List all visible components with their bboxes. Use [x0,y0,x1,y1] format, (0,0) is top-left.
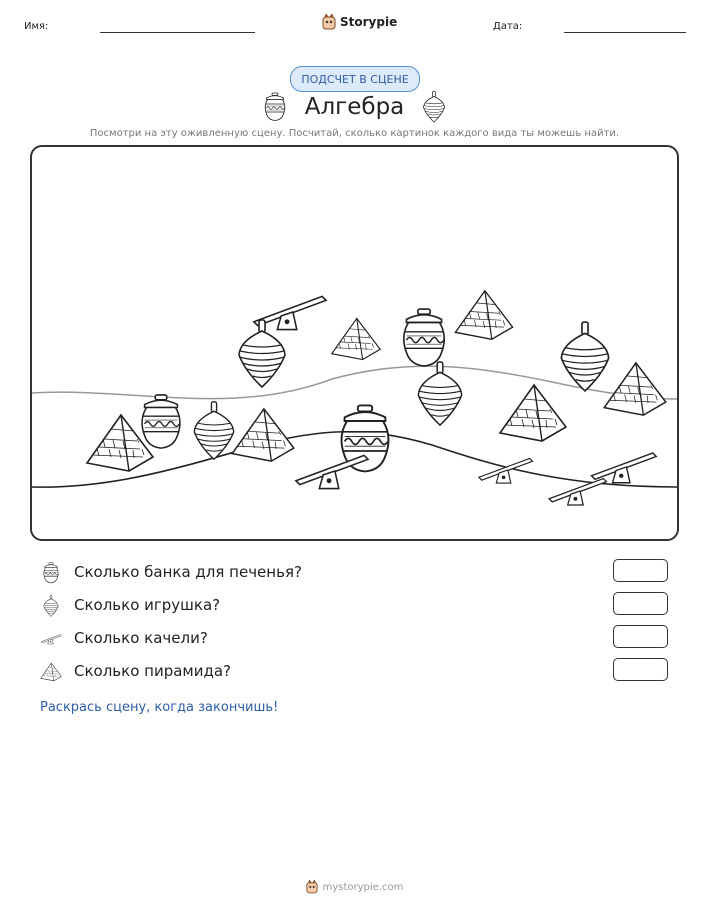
question-cookie-jars: Сколько банка для печенья? [74,563,302,581]
cookie-jar-icon [40,562,62,584]
question-toys: Сколько игрушка? [74,596,221,614]
spinning-top-icon [194,402,233,459]
date-label: Дата: [493,21,523,32]
footer-url[interactable]: mystorypie.com [322,881,404,893]
name-label: Имя: [24,21,49,32]
spinning-top-icon [561,322,608,391]
answer-box-toys[interactable] [613,592,668,615]
spinning-top-icon [421,91,447,123]
seesaw-icon [296,455,368,488]
question-seesaws: Сколько качели? [74,629,208,647]
page-title: Алгебра [304,94,405,120]
pyramid-icon [40,661,62,683]
cookie-jar-icon [142,395,180,448]
cookie-jar-icon [404,309,444,366]
worksheet-type-badge: ПОДСЧЕТ В СЦЕНЕ [290,66,420,92]
storypie-mascot-icon [322,14,336,30]
pyramid-icon [232,409,294,461]
pyramid-icon [500,385,566,441]
logo-text: Storypie [340,15,398,29]
answer-box-pyramids[interactable] [613,658,668,681]
storypie-logo [322,14,397,30]
page-subtitle: Посмотри на эту оживленную сцену. Посчитай, сколько картинок каждого вида ты можешь найти. [89,128,620,139]
question-pyramids: Сколько пирамида? [74,662,232,680]
pyramid-icon [604,363,666,415]
name-line[interactable] [100,32,255,33]
date-line[interactable] [564,32,686,33]
answer-box-seesaws[interactable] [613,625,668,648]
seesaw-icon [40,628,62,650]
spinning-top-icon [40,595,62,617]
spinning-top-icon [418,362,461,425]
storypie-mascot-icon [306,880,318,894]
seesaw-icon [592,453,657,483]
pyramid-icon [332,318,380,359]
footer [0,880,709,894]
pyramid-icon [455,291,512,340]
scene-illustration [32,147,677,539]
coloring-instruction: Раскрась сцену, когда закончишь! [40,700,279,715]
seesaw-icon [549,479,606,505]
counting-scene [30,145,679,541]
answer-box-cookie-jars[interactable] [613,559,668,582]
